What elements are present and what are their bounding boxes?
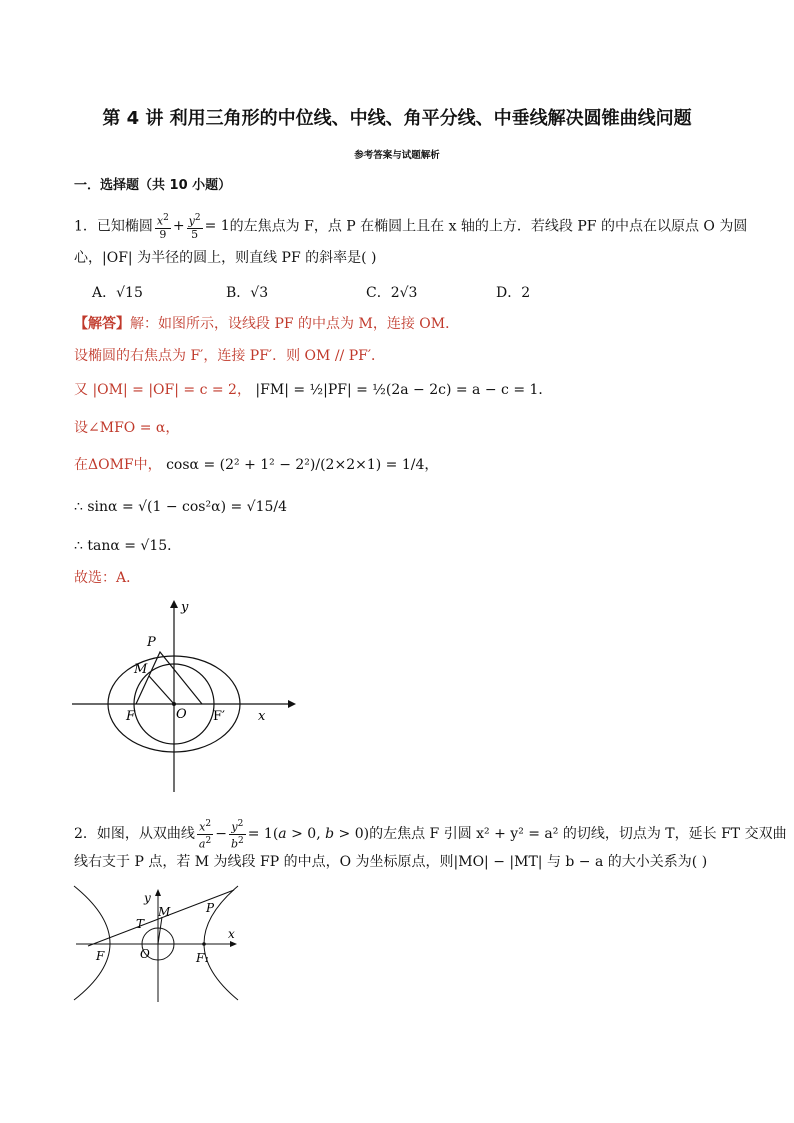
label-x: x <box>258 709 266 724</box>
q1-option-c: C．2√3 <box>366 285 418 301</box>
page-subtitle: 参考答案与试题解析 <box>354 150 440 161</box>
page-title: 第 4 讲 利用三角形的中位线、中线、角平分线、中垂线解决圆锥曲线问题 <box>102 108 692 129</box>
q2-stem-line1 <box>74 818 787 850</box>
q1-answer-line4: 设∠MFO = α， <box>74 420 180 436</box>
q1-answer-line2: 设椭圆的右焦点为 F′，连接 PF′．则 OM // PF′． <box>74 348 386 364</box>
x-axis-arrow <box>288 700 296 708</box>
q1-stem-prefix: 1．已知椭圆 <box>74 218 153 235</box>
q1-stem-suffix: 的左焦点为 F，点 P 在椭圆上且在 x 轴的上方．若线段 PF 的中点在以原点 O 为圆 <box>229 218 748 235</box>
answer-tag: 【解答】 <box>74 316 130 332</box>
answer-text-3a: 又 |OM| = |OF| = c = 2， <box>74 382 251 398</box>
segment-om <box>158 917 162 944</box>
q2-figure <box>72 884 252 1006</box>
q2-stem-suffix: 的左焦点 F 引圆 x² + y² = a² 的切线，切点为 T，延长 FT 交双曲 <box>369 826 787 843</box>
label-f1: F₁ <box>196 951 210 965</box>
q1-answer-line3 <box>74 380 552 400</box>
x-axis-arrow <box>230 941 237 947</box>
answer-text-3b: |FM| = ½|PF| = ½(2a − 2c) = a − c = 1． <box>255 382 553 398</box>
q1-answer-line7: ∴ tanα = √15． <box>74 538 182 554</box>
answer-text-1: 解：如图所示，设线段 PF 的中点为 M，连接 OM． <box>130 316 460 332</box>
y-axis-arrow <box>170 600 178 608</box>
focus-f1-dot <box>202 942 206 946</box>
label-y: y <box>181 600 189 615</box>
answer-text-5b: cosα = (2² + 1² − 2²)/(2×2×1) = 1/4， <box>166 457 439 473</box>
label-o: O <box>140 947 150 961</box>
label-y: y <box>144 891 151 905</box>
q1-answer-line6: ∴ sinα = √(1 − cos²α) = √15/4 <box>74 499 288 515</box>
q1-option-d: D．2 <box>496 285 531 301</box>
q2-stem-prefix: 2．如图，从双曲线 <box>74 826 195 843</box>
hyperbola-equation: $\frac{x^2}{a^2}$ − $\frac{y^2}{b^2}$ = 1(a > 0, b > 0) <box>198 819 370 851</box>
label-m: M <box>134 662 148 677</box>
origin-dot <box>172 702 176 706</box>
y-axis-arrow <box>155 889 161 896</box>
label-x: x <box>228 927 235 941</box>
label-p: P <box>206 901 215 915</box>
label-p: P <box>147 635 156 650</box>
q1-answer-line1 <box>74 314 459 334</box>
q2-stem-line2: 线右支于 P 点，若 M 为线段 FP 的中点，O 为坐标原点，则|MO| − |MT| 与 b − a 的大小关系为( ) <box>74 854 708 870</box>
q1-option-a: A．√15 <box>92 285 143 301</box>
label-t: T <box>136 917 145 931</box>
q1-stem-line1 <box>74 212 747 241</box>
label-f: F <box>96 949 105 963</box>
label-m: M <box>158 905 171 919</box>
ellipse-equation: $\frac{x^2}{9}$ + $\frac{y^2}{5}$ = 1 <box>156 213 230 241</box>
label-o: O <box>176 707 187 722</box>
label-f-prime: F′ <box>213 709 225 724</box>
q1-figure <box>70 596 300 796</box>
label-f: F <box>126 709 136 724</box>
q1-stem-line2: 心，|OF| 为半径的圆上，则直线 PF 的斜率是( ) <box>74 250 377 266</box>
q1-option-b: B．√3 <box>226 285 269 301</box>
q1-answer-line5 <box>74 455 438 475</box>
segment-om <box>149 676 174 704</box>
q1-answer-line8: 故选：A． <box>74 570 141 586</box>
section-heading: 一．选择题（共 10 小题） <box>74 178 232 193</box>
answer-text-5a: 在ΔOMF中， <box>74 457 162 473</box>
hyperbola-left-branch <box>74 886 110 1000</box>
